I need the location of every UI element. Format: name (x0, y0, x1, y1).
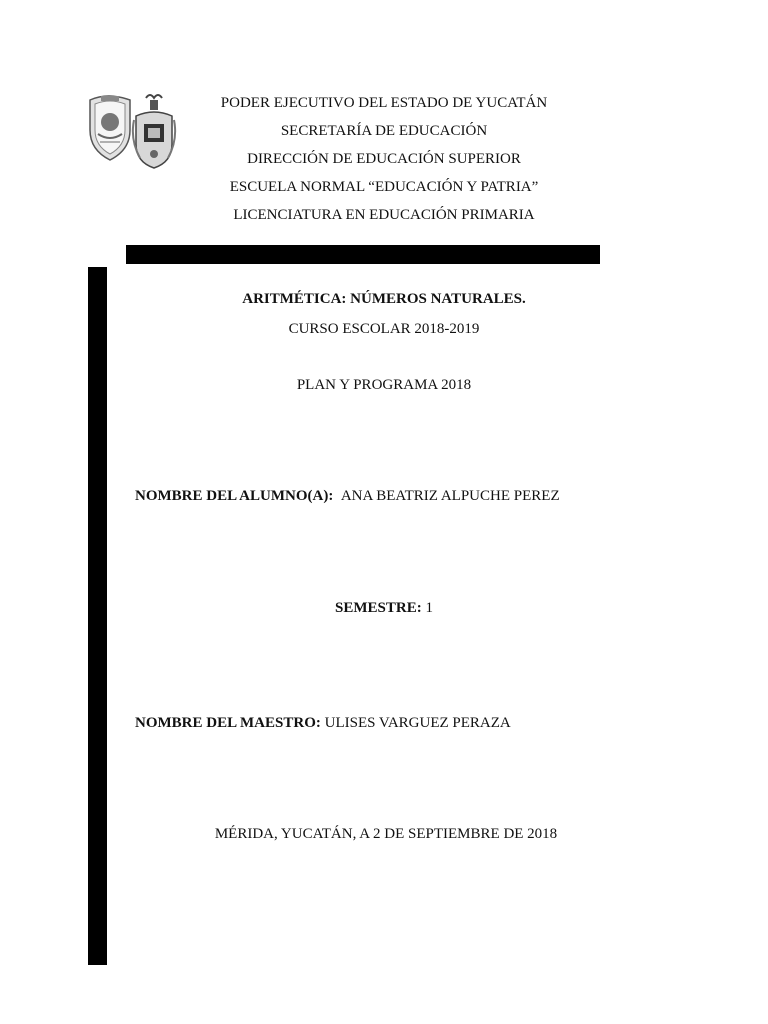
plan-program: PLAN Y PROGRAMA 2018 (296, 377, 472, 393)
top-divider-bar (126, 245, 600, 264)
student-field (135, 487, 560, 505)
semester-label: SEMESTRE: (335, 600, 422, 616)
header-line-government: PODER EJECUTIVO DEL ESTADO DE YUCATÁN (220, 95, 548, 111)
teacher-label: NOMBRE DEL MAESTRO: (135, 715, 321, 731)
header-line-school: ESCUELA NORMAL “EDUCACIÓN Y PATRIA” (229, 179, 539, 195)
teacher-name: ULISES VARGUEZ PERAZA (324, 715, 511, 731)
student-label: NOMBRE DEL ALUMNO(A): (135, 488, 334, 504)
school-year: CURSO ESCOLAR 2018-2019 (288, 321, 480, 337)
place-date: MÉRIDA, YUCATÁN, A 2 DE SEPTIEMBRE DE 2018 (214, 826, 558, 842)
semester-field (0, 599, 768, 617)
header-line-directorate: DIRECCIÓN DE EDUCACIÓN SUPERIOR (247, 151, 521, 167)
semester-value: 1 (425, 600, 433, 616)
subject-title: ARITMÉTICA: NÚMEROS NATURALES. (242, 291, 526, 307)
header-line-degree: LICENCIATURA EN EDUCACIÓN PRIMARIA (233, 207, 535, 223)
student-name: ANA BEATRIZ ALPUCHE PEREZ (340, 488, 560, 504)
header-line-secretariat: SECRETARÍA DE EDUCACIÓN (280, 123, 488, 139)
teacher-field (135, 714, 511, 732)
